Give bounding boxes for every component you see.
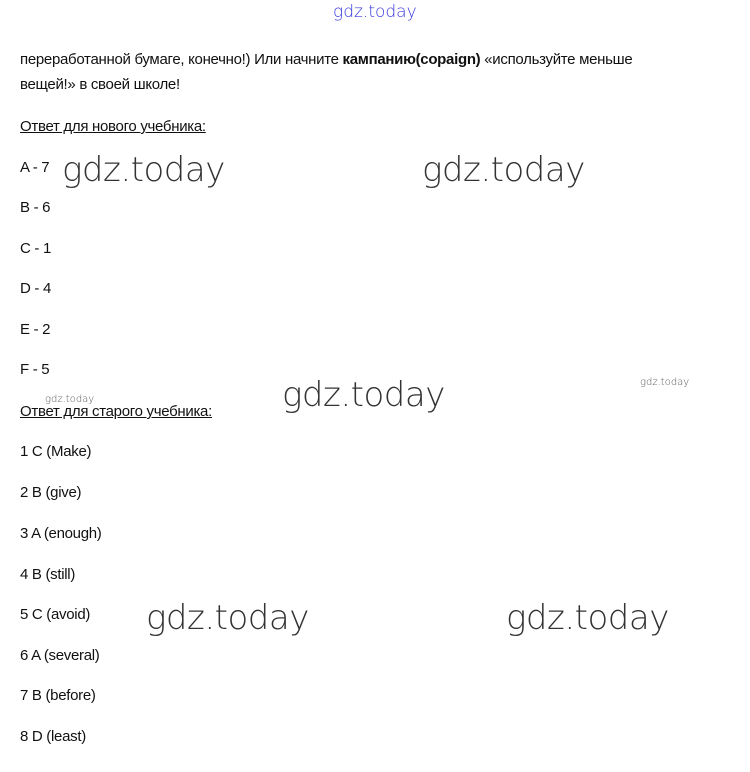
watermark: gdz.today <box>146 598 309 638</box>
watermark: gdz.today <box>506 598 669 638</box>
watermark: gdz.today <box>282 375 445 415</box>
answer-item: 7 B (before) <box>20 687 96 704</box>
old-book-heading: Ответ для старого учебника: <box>20 403 212 420</box>
intro-text-after: «используйте меньше <box>480 51 633 68</box>
watermark: gdz.today <box>62 150 225 190</box>
intro-text: переработанной бумаге, конечно!) Или начните <box>20 51 343 68</box>
answer-item: 6 A (several) <box>20 647 100 664</box>
intro-line-1 <box>20 51 632 68</box>
answer-item: C - 1 <box>20 240 52 257</box>
intro-bold: кампанию(copaign) <box>342 51 481 68</box>
answer-item: 8 D (least) <box>20 728 86 745</box>
answer-item: D - 4 <box>20 280 52 297</box>
answer-item: 1 C (Make) <box>20 443 92 460</box>
answer-item: 4 B (still) <box>20 566 76 583</box>
new-book-heading: Ответ для нового учебника: <box>20 118 206 135</box>
watermark-small: gdz.today <box>640 377 690 388</box>
answer-item: F - 5 <box>20 361 50 378</box>
answer-item: 3 A (enough) <box>20 525 102 542</box>
answer-item: B - 6 <box>20 199 51 216</box>
watermark-small: gdz.today <box>45 394 95 405</box>
watermark: gdz.today <box>422 150 585 190</box>
answer-item: A - 7 <box>20 159 50 176</box>
answer-item: E - 2 <box>20 321 51 338</box>
watermark-top: gdz.today <box>333 2 417 22</box>
intro-line-2: вещей!» в своей школе! <box>20 76 180 93</box>
answer-item: 5 C (avoid) <box>20 606 91 623</box>
answer-item: 2 B (give) <box>20 484 82 501</box>
